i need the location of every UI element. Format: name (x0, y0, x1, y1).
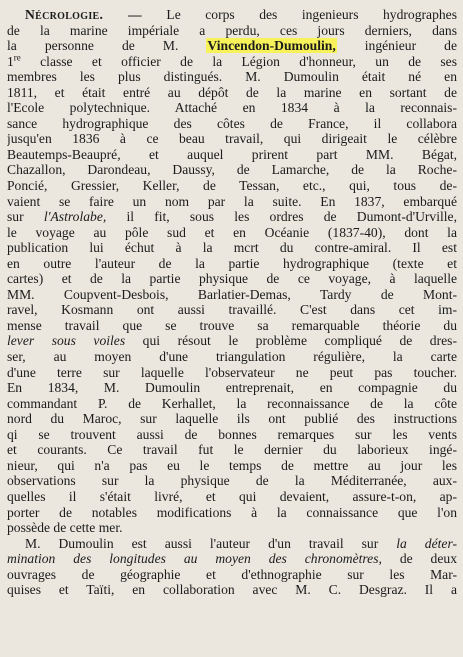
article-line: porter de notables modifications à la connaissance que l'on (7, 504, 457, 520)
article-line: ouvrages de géographie et d'ethnographie sur les Mar- (7, 566, 457, 582)
highlighted-name: Vincendon-Dumoulin, (207, 38, 336, 54)
article-line: Beautemps-Beaupré, et auquel prirent part MM. Bégat, (7, 146, 457, 162)
article-line: le voyage au pôle sud et en Océanie (1837-40), dont la (7, 224, 457, 240)
article-line: commandant P. de Kerhallet, la reconnaissance de la côte (7, 395, 457, 411)
article-line: 1re classe et officier de la Légion d'honneur, un de ses (7, 53, 457, 69)
article-line: jusqu'en 1836 à ce beau travail, qui dirigeait le célèbre (7, 131, 457, 147)
article-line: MM. Coupvent-Desbois, Barlatier-Demas, Tardy de Mont- (7, 286, 457, 302)
article-line: sur l'Astrolabe, il fit, sous les ordres de Dumont-d'Urville, (7, 209, 457, 225)
article-line: publication lui échut à la mcrt du contre-amiral. Il est (7, 240, 457, 256)
article-line: l'Ecole polytechnique. Attaché en 1834 à la reconnais- (7, 100, 457, 116)
article-line: la personne de M. Vincendon-Dumoulin, ingénieur de (7, 38, 457, 54)
article-line: membres les plus distingués. M. Dumoulin était né en (7, 69, 457, 85)
article-line: et courants. Ce travail fut le dernier du laborieux ingé- (7, 442, 457, 458)
article-line: Poncié, Gressier, Keller, de Tessan, etc., qui, tous de- (7, 178, 457, 194)
article-line: qi se trouvent aussi de bonnes remarques sur les vents (7, 426, 457, 442)
article-line: Nécrologie. — Le corps des ingenieurs hydrographes (25, 7, 457, 22)
article-line: vaient se faire un nom par la suite. En 1837, embarqué (7, 193, 457, 209)
article-line: nord du Maroc, sur laquelle ils ont publié des instructions (7, 411, 457, 427)
article-line: ravel, Kosmann ont aussi travaillé. C'est dans cet im- (7, 302, 457, 318)
article-line: en outre l'auteur de la partie hydrographique (texte et (7, 255, 457, 271)
article-line: possède de cette mer. (7, 520, 123, 536)
article-line: ser, au moyen d'une triangulation régulière, la carte (7, 349, 457, 365)
article-line: En 1834, M. Dumoulin entreprenait, en compagnie du (7, 380, 457, 396)
section-label: Nécrologie. — (25, 7, 142, 22)
article-line: M. Dumoulin est aussi l'auteur d'un travail sur la déter- (25, 535, 457, 551)
necrology-article (7, 7, 457, 598)
article-line: 1811, et était entré au dépôt de la marine en sortant de (7, 84, 457, 100)
article-line: Chazallon, Darondeau, Daussy, de Lamarche, de la Roche- (7, 162, 457, 178)
lever-term: lever sous voiles (7, 333, 126, 349)
article-line: quelles il s'était livré, et qui devaient, assure-t-on, ap- (7, 488, 457, 504)
article-line: nieur, qui n'a pas eu le temps de mettre au jour les (7, 457, 457, 473)
ship-name: l'Astrolabe, (43, 209, 107, 225)
article-line: d'une terre sur laquelle l'observateur ne peut pas toucher. (7, 364, 457, 380)
article-line: quises et Taïti, en collaboration avec M. C. Desgraz. Il a (7, 582, 457, 598)
article-line: mination des longitudes au moyen des chronomètres, de deux (7, 551, 457, 567)
article-line: de la marine impériale a perdu, ces jours derniers, dans (7, 22, 457, 38)
article-line: observations sur la physique de la Méditerranée, aux- (7, 473, 457, 489)
article-line: cartes) et de la partie physique de ce voyage, à laquelle (7, 271, 457, 287)
article-line: sance hydrographique des côtes de France, il collabora (7, 115, 457, 131)
work-title-part2: mination des longitudes au moyen des chronomètres, (7, 551, 382, 567)
article-line: lever sous voiles qui résout le problème compliqué de dres- (7, 333, 457, 349)
article-line: mense travail que se trouve sa remarquable théorie du (7, 317, 457, 333)
work-title-part1: la déter- (396, 535, 457, 551)
